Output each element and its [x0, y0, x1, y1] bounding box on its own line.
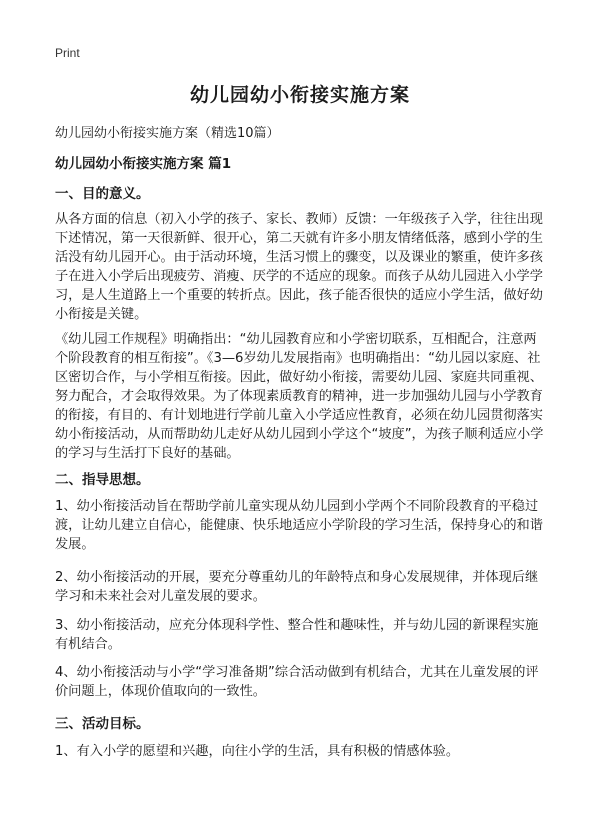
list-item-guiding-1: 1、幼小衔接活动旨在帮助学前儿童实现从幼儿园到小学两个不同阶段教育的平稳过渡，让幼儿建立自信心，能健康、快乐地适应小学阶段的学习生活，保持身心的和谐发展。 — [55, 499, 543, 552]
list-item-guiding-3: 3、幼小衔接活动，应充分体现科学性、整合性和趣味性，并与幼儿园的新课程实施有机结合。 — [55, 618, 539, 652]
list-item-guiding-4: 4、幼小衔接活动与小学“学习准备期”综合活动做到有机结合，尤其在儿童发展的评价问题上，体现价值取向的一致性。 — [55, 665, 539, 699]
print-label[interactable]: Print — [55, 46, 80, 60]
section-heading: 幼儿园幼小衔接实施方案 篇1 — [55, 156, 232, 172]
paragraph-regulations: 《幼儿园工作规程》明确指出：“幼儿园教育应和小学密切联系，互相配合，注意两个阶段教育的相互衔接”。《3—6岁幼儿发展指南》也明确指出：“幼儿园以家庭、社区密切合作，与小学相互衔接。因此，做好幼小衔接，需要幼儿园、家庭共同重视、努力配合，才会取得效果。为了体现素质教育的精神，进一步加强幼儿园与小学教育的衔接，有目的、有计划地进行学前儿童入小学适应性教育，必须在幼儿园贯彻落实幼小衔接活动，从而帮助幼儿走好从幼儿园到小学这个“坡度”，为孩子顺利适应小学的学习与生活打下良好的基础。 — [55, 332, 544, 461]
list-item-guiding-2: 2、幼小衔接活动的开展，要充分尊重幼儿的年龄特点和身心发展规律，并体现后继学习和未来社会对儿童发展的要求。 — [55, 570, 539, 604]
heading-guiding-ideology: 二、指导思想。 — [55, 472, 150, 488]
subtitle: 幼儿园幼小衔接实施方案（精选10篇） — [55, 126, 280, 141]
heading-purpose: 一、目的意义。 — [55, 186, 150, 202]
page-title: 幼儿园幼小衔接实施方案 — [189, 84, 410, 106]
list-item-goal-1: 1、有入小学的愿望和兴趣，向往小学的生活，具有积极的情感体验。 — [55, 744, 460, 759]
paragraph-purpose: 从各方面的信息（初入小学的孩子、家长、教师）反馈：一年级孩子入学，往往出现下述情况，第一天很新鲜、很开心，第二天就有许多小朋友情绪低落，感到小学的生活没有幼儿园开心。由于活动环境，生活习惯上的骤变，以及课业的繁重，使许多孩子在进入小学后出现疲劳、消瘦、厌学的不适应的现象。而孩子从幼儿园进入小学学习，是人生道路上一个重要的转折点。因此，孩子能否很快的适应小学生活，做好幼小衔接是关键。 — [55, 212, 543, 322]
heading-activity-goals: 三、活动目标。 — [55, 716, 150, 732]
